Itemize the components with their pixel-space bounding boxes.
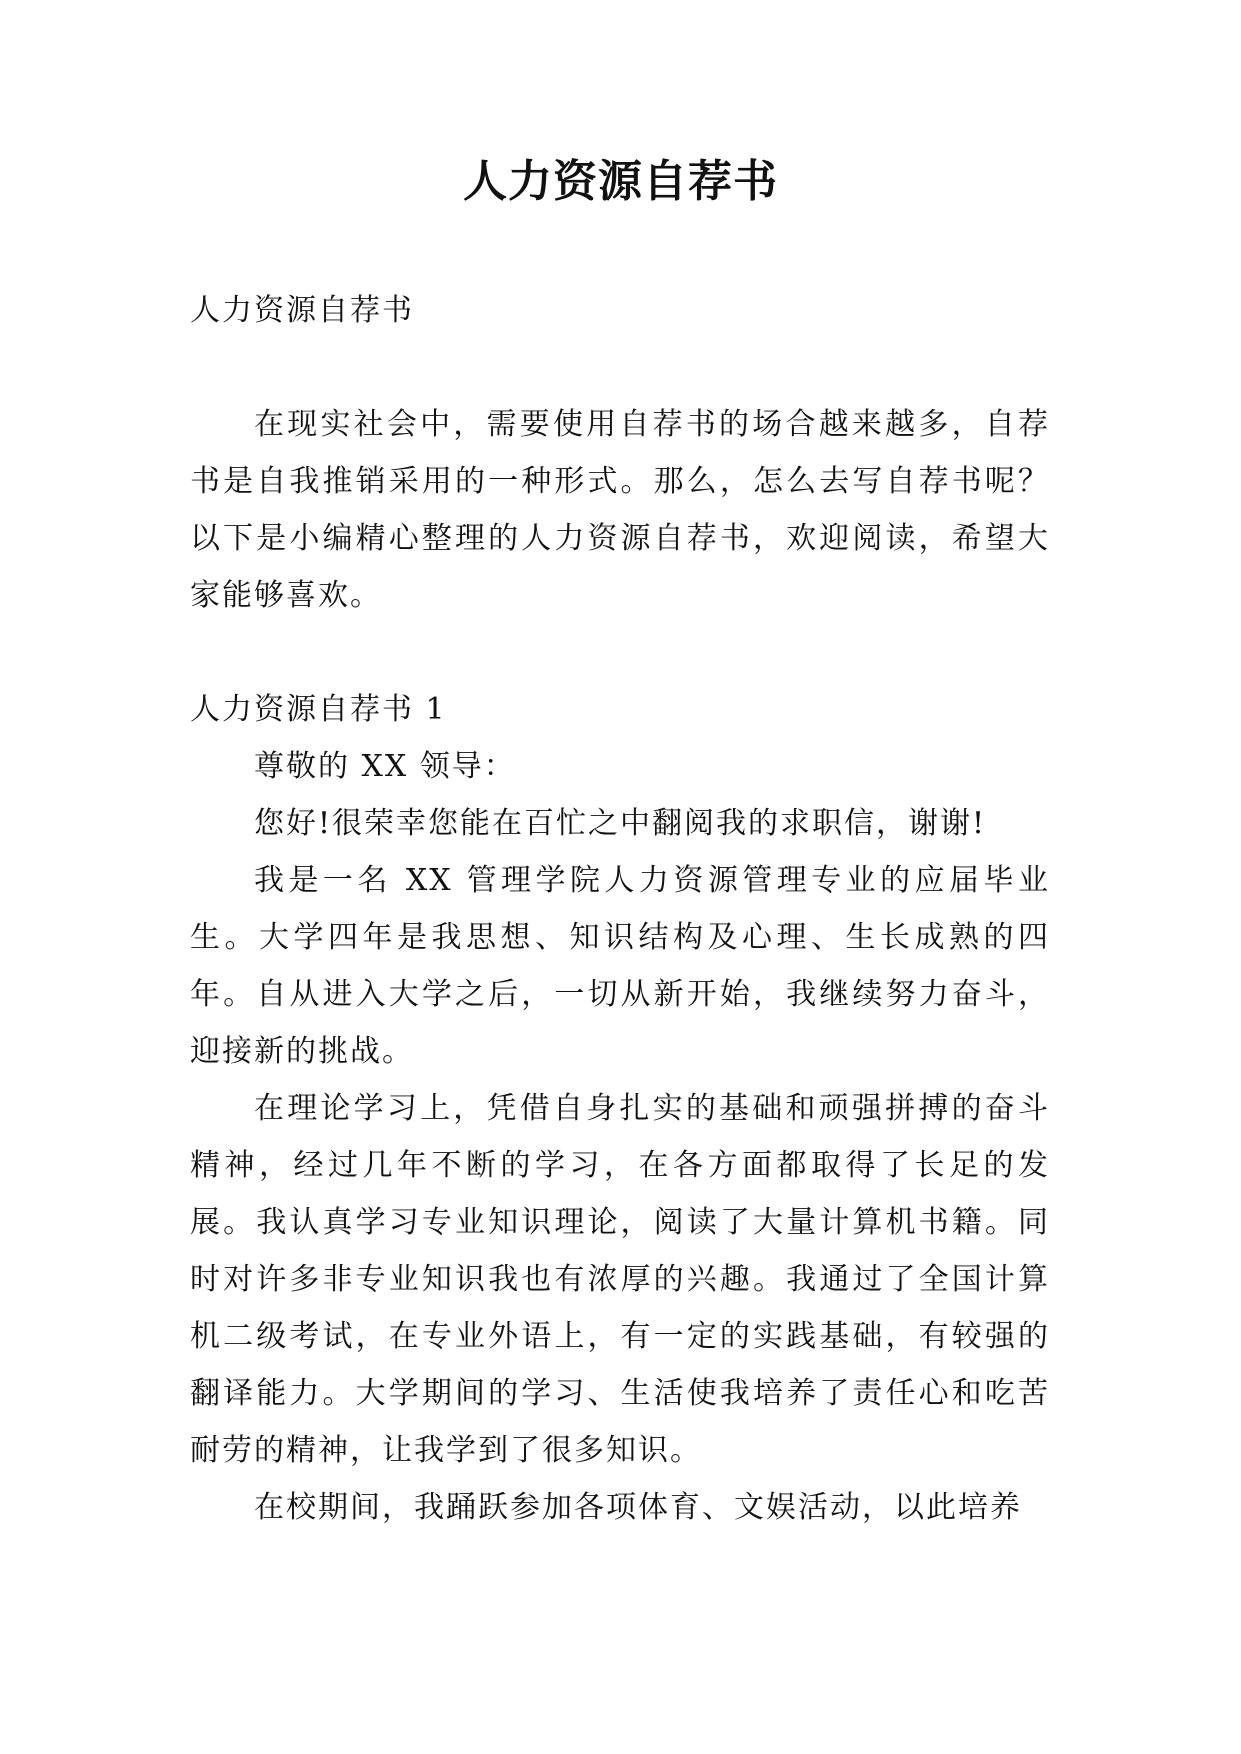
greeting-line: 您好!很荣幸您能在百忙之中翻阅我的求职信，谢谢!: [254, 806, 987, 841]
intro-paragraph: 在现实社会中，需要使用自荐书的场合越来越多，自荐书是自我推销采用的一种形式。那么，怎么去写自荐书呢？以下是小编精心整理的人力资源自荐书，欢迎阅读，希望大家能够喜欢。: [190, 407, 1050, 613]
section-heading: 人力资源自荐书 1: [190, 692, 447, 727]
body-paragraph: 在校期间，我踊跃参加各项体育、文娱活动，以此培养: [254, 1490, 1022, 1525]
spacer: [190, 339, 1050, 396]
body-paragraph: 在理论学习上，凭借自身扎实的基础和顽强拼搏的奋斗精神，经过几年不断的学习，在各方面都取得了长足的发展。我认真学习专业知识理论，阅读了大量计算机书籍。同时对许多非专业知识我也有浓厚的兴趣。我通过了全国计算机二级考试，在专业外语上，有一定的实践基础，有较强的翻译能力。大学期间的学习、生活使我培养了责任心和吃苦耐劳的精神，让我学到了很多知识。: [190, 1091, 1050, 1468]
salutation: 尊敬的 XX 领导：: [254, 749, 516, 784]
document-title: 人力资源自荐书: [463, 156, 778, 207]
document-body: [190, 282, 1050, 1536]
spacer: [190, 624, 1050, 681]
body-paragraph: 我是一名 XX 管理学院人力资源管理专业的应届毕业生。大学四年是我思想、知识结构及心理、生长成熟的四年。自从进入大学之后，一切从新开始，我继续努力奋斗，迎接新的挑战。: [190, 863, 1050, 1069]
document-subtitle: 人力资源自荐书: [190, 293, 414, 328]
